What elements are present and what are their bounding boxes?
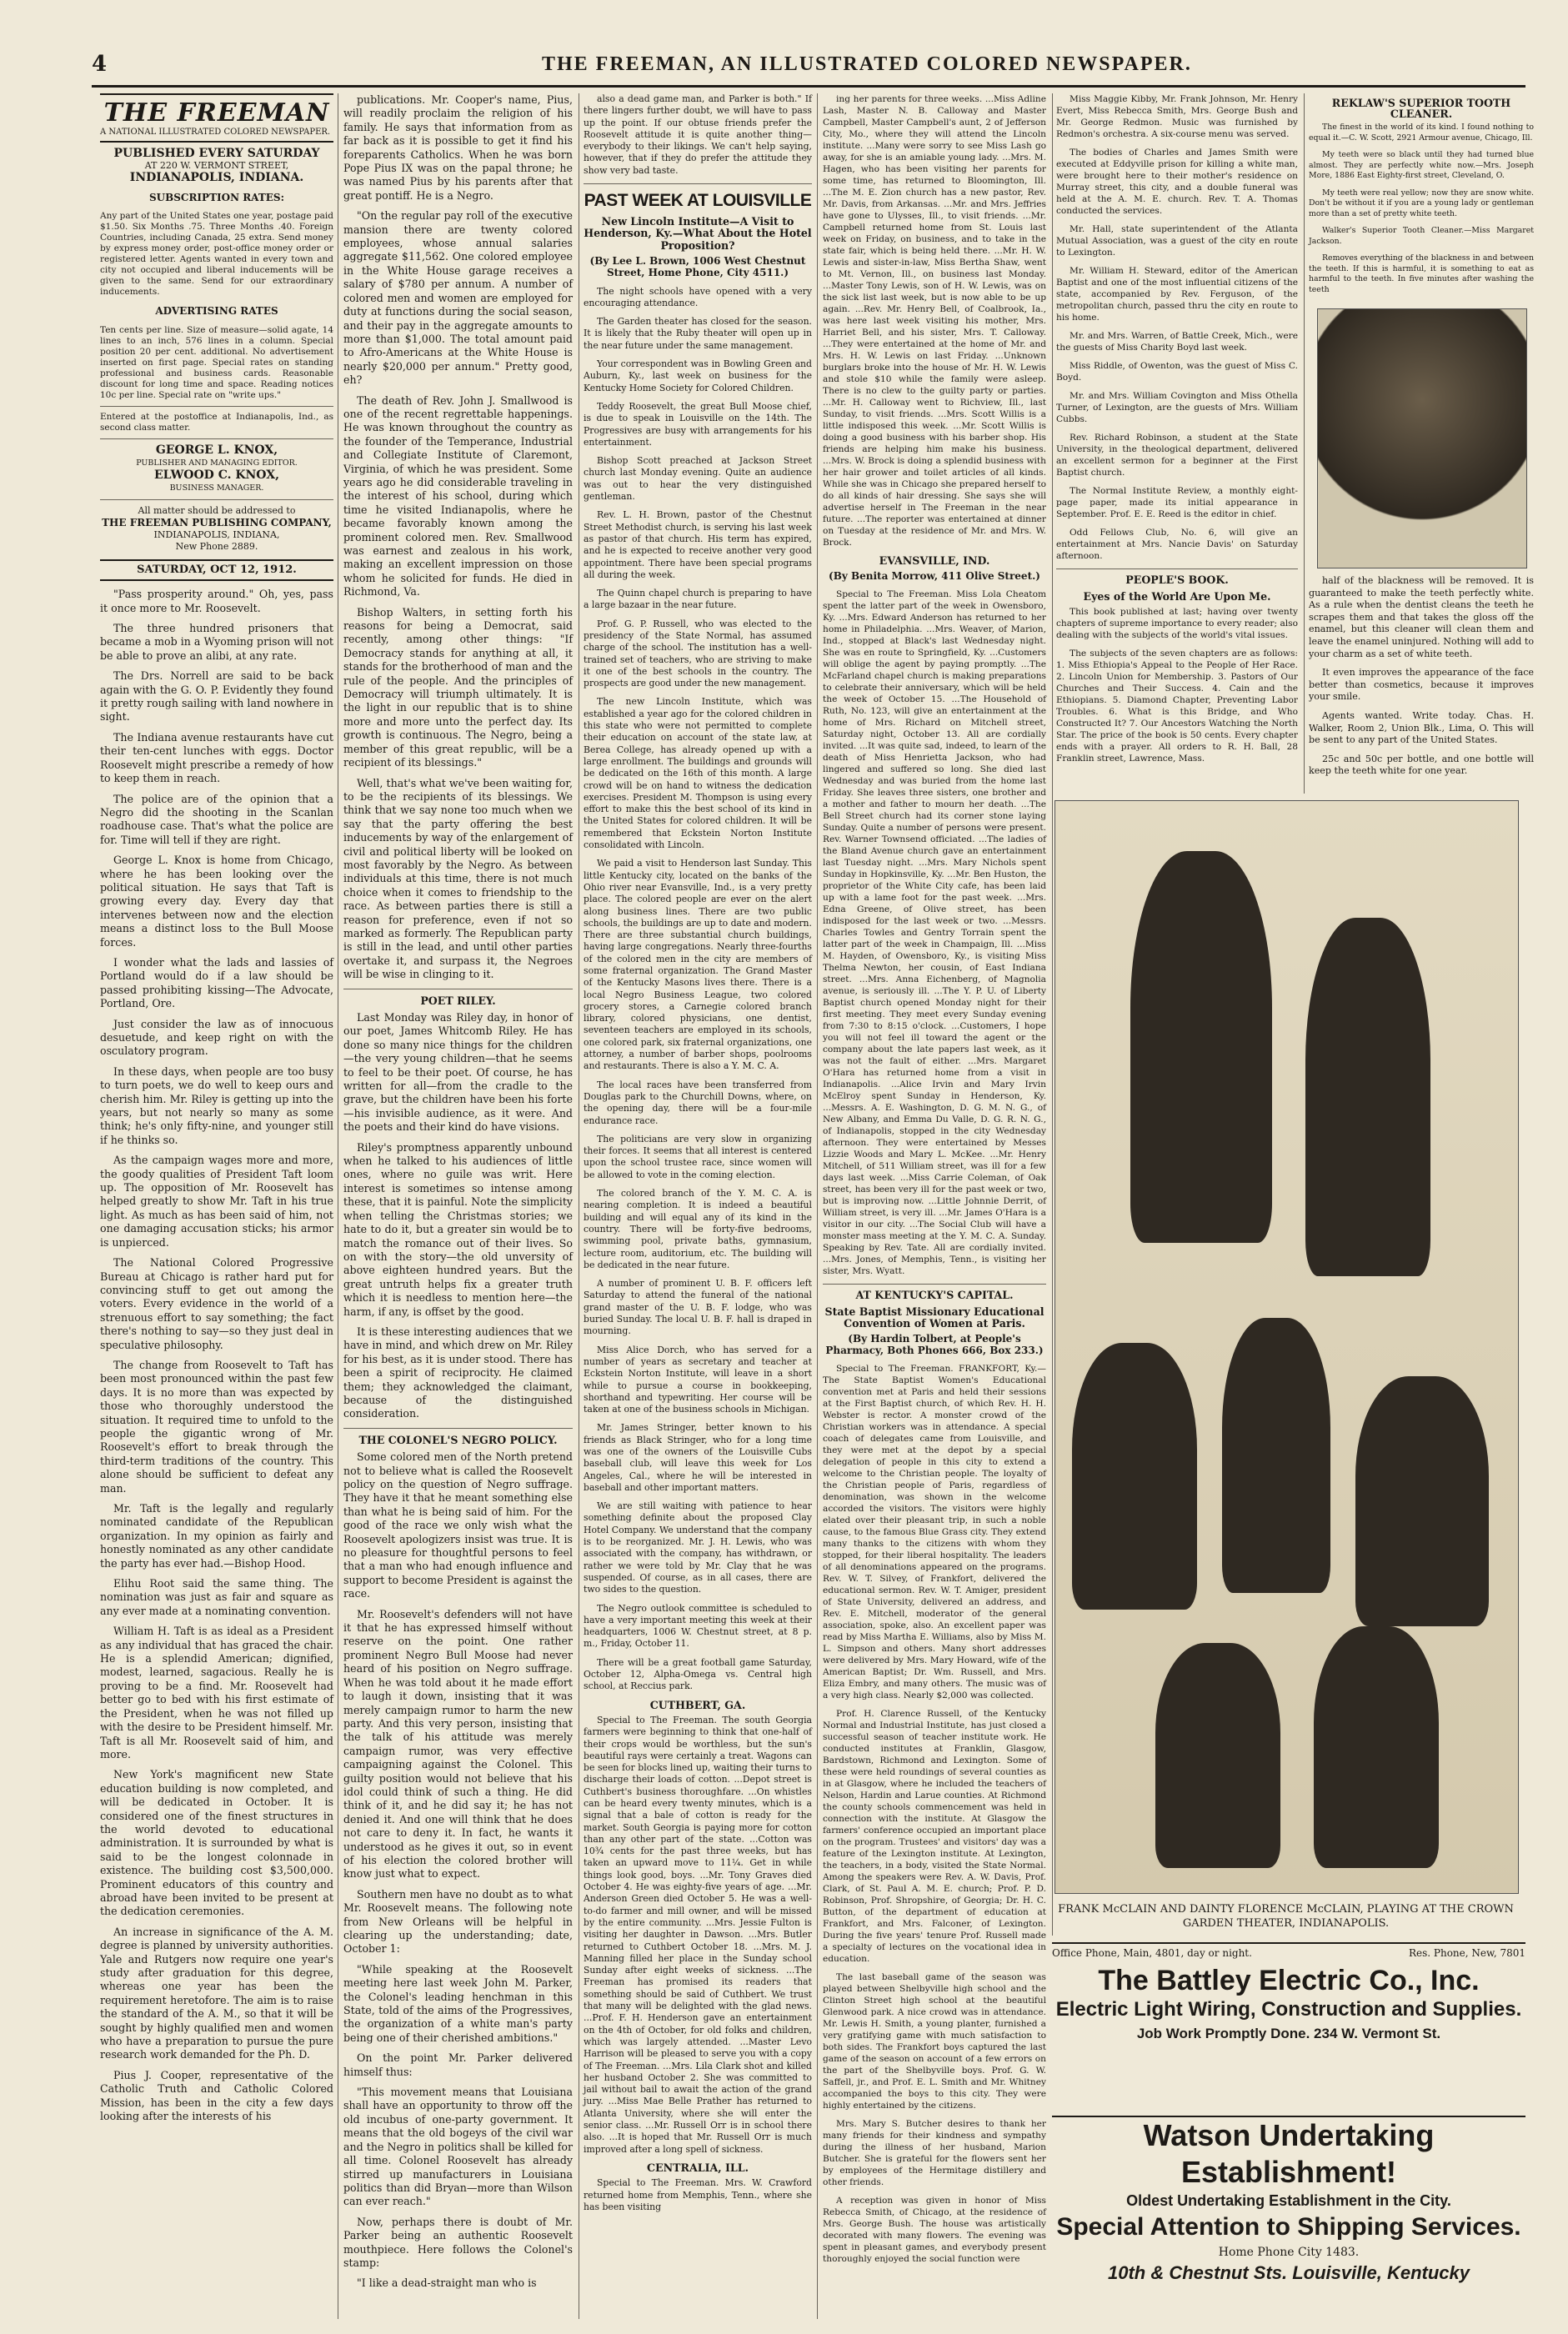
kentucky-continued: [1056, 93, 1298, 562]
mcclain-performers-illustration: [1055, 800, 1519, 1894]
paragraph: The Garden theater has closed for the season. It is likely that the Ruby theater will open up in the near future under the same management.: [584, 316, 812, 351]
paragraph: Mr. William H. Steward, editor of the American Baptist and one of the most influential citizens of the state, accompanied by Rev. Ferguson, of the metropolitan church, passed thru the city en route to his home.: [1056, 266, 1298, 323]
woman-portrait-image: [1317, 308, 1527, 568]
paragraph: Some colored men of the North pretend not to believe what is called the Roosevelt policy on the question of Negro suffrage. They have it that he meant something else than what he is being said of him. For the good of the race we only wish what the Roosevelt apologizers insist was true. It is no pleasure for thoughtful persons to feel that a man who had enough influence and support to become President is against the race.: [343, 1450, 573, 1600]
paragraph: It is these interesting audiences that we have in mind, and which drew on Mr. Riley for his best, as it is under stood. There has been a spirit of reciprocity. He claimed them; they acknowledged the claimant, because of the distinguished consideration.: [343, 1325, 573, 1420]
peoples-book-subhead: Eyes of the World Are Upon Me.: [1083, 590, 1271, 603]
louisville-byline: (By Lee L. Brown, 1006 West Chestnut Street, Home Phone, City 4511.): [589, 254, 806, 279]
published-city: INDIANAPOLIS, INDIANA.: [129, 171, 304, 184]
paragraph: The bodies of Charles and James Smith were executed at Eddyville prison for killing a white man, were brought here to their mother's residence on Murray street, this city, and a double funeral was held at the A. M. E. church. Rev. T. A. Thomas conducted the services.: [1056, 148, 1298, 216]
paragraph: We paid a visit to Henderson last Sunday. This little Kentucky city, located on the banks of the Ohio river near Evansville, Ind., is a very pretty place. The colored people are ever on the alert along business lines. There are two public schools, the buildings are up to date and modern. There are three substantial church buildings, having large congregations. Nearly three-fourths of the colored men in the city are members of some fraternal organization. The Grand Master of the Kentucky Masons lives there. There is a local Negro Business League, two colored grocery stores, a Carnegie colored branch library, colored physicians, one dentist, seventeen teachers are employed in its schools, one colored park, six fraternal organizations, one attorney, a number of barber shops, poolrooms and restaurants. There is also a Y. M. C. A.: [584, 858, 812, 1072]
paragraph: The death of Rev. John J. Smallwood is one of the recent regrettable happenings. He was known throughout the country as the founder of the Temperance, Industrial and Collegiate Institute of Claremont, Virginia, of which he was president. Some years ago he did considerable traveling in the interest of his school, during which time he visited Indianapolis, where he became favorably known among the prominent colored men. Rev. Smallwood was earnest and zealous in his work, making an excellent impression on those whom he solicited for funds. He died in Richmond, Va.: [343, 393, 573, 599]
paragraph: Well, that's what we've been waiting for, to be the recipients of its blessings. We think that we say none too much when we say that the party offering the best inducements by way of the enlargement of civil and political liberty will be looked on most favorably by the Negro. As between individuals at this time, there is not much choice when it comes to friendship to the race. As between parties there is still a reason for preference, even if not so marked as formerly. The Republican party is still in the lead, and until other parties overtake it, and surpass it, the Negroes will be wise in clinging to it.: [343, 776, 573, 981]
paragraph: Your correspondent was in Bowling Green and Auburn, Ky., last week on business for the Kentucky Home Society for Colored Children.: [584, 358, 812, 393]
policy-continued: [584, 93, 812, 177]
header-rule: [92, 85, 1525, 88]
figure-silhouette: [1222, 1318, 1330, 1593]
paragraph: Miss Riddle, of Owenton, was the guest of Miss C. Boyd.: [1056, 361, 1298, 383]
paragraph: The colored branch of the Y. M. C. A. is nearing completion. It is indeed a beautiful building and will equal any of its kind in the country. There will be forty-five bedrooms, swimming pool, private baths, gymnasium, lecture room, auditorium, etc. The building will be dedicated in the near future.: [584, 1188, 812, 1270]
louisville-subhead: New Lincoln Institute—A Visit to Henderson, Ky.—What About the Hotel Proposition?: [584, 215, 812, 252]
page-header: [92, 48, 1525, 82]
entered-notice: Entered at the postoffice at Indianapolis, Ind., as second class matter.: [100, 411, 333, 433]
paragraph: The Quinn chapel church is preparing to have a large bazaar in the near future.: [584, 588, 812, 611]
tooth-cleaner-testimonials: [1309, 123, 1534, 295]
rule: [100, 499, 333, 500]
paragraph: Special to The Freeman. FRANKFORT, Ky.—The State Baptist Women's Educational convention met at Paris and held their sessions at the First Baptist church, of which Rev. H. H. Webster is rector. A monster crowd of the Christian workers was in attendance. A special coach of delegates came from Louisville, and they were met at the depot by a special delegation of people in this city to extend a welcome to the Christian people. The loyalty of the Christian people of Paris, regardless of denomination, was shown in the welcome accorded the visitors. The visitors were highly elated over their pleasant trip, in such a noble cause, to the famous Blue Grass city. They extend many thanks to the citizens with whom they stopped, for their liberal hospitality. The leaders of all denominations appeared on the programs. Rev. W. T. Silvey, of Frankfort, delivered the educational sermon. Rev. W. T. Amiger, president of State University, delivered an address, and Rev. E. Mitchell, moderator of the general association, spoke, also. An excellent paper was read by Miss Martha E. Williams, also by Miss M. L. Simpson and others. Many short addresses were delivered by Mrs. Mary Howard, wife of the American Baptist; Dr. Wm. Russell, and Mrs. Eliza Embry, and many others. The music was of a very high class. Nearly $2,000 was collected.: [823, 1364, 1046, 1700]
paragraph: "I like a dead-straight man who is: [357, 2276, 537, 2290]
poet-riley-heading: POET RILEY.: [420, 994, 496, 1007]
paragraph: Pius J. Cooper, representative of the Catholic Truth and Catholic Colored Mission, has been in the city a few days looking after the interests of his: [100, 2068, 333, 2123]
residence-phone: Res. Phone, New, 7801: [1408, 1947, 1525, 1959]
paragraph: Special to The Freeman. Miss Lola Cheatom spent the latter part of the week in Owensboro, Ky. ...Mrs. Edward Anderson has returned to her home in Philadelphia. ...Mrs. Weaver, of Marion, Ind., stopped at Black's last Wednesday night. She was en route to Springfield, Ky. ...Customers will oblige the agent by paying promptly. ...The McFarland chapel church is making preparations to celebrate their anniversary, which will be held the week of October 15. ...The Household of Ruth, No. 123, will give an entertainment at the home of Mrs. Richard on Mitchell street, Saturday night, October 13. All are cordially invited. ...It was quite sad, indeed, to learn of the death of Miss Henrietta Jackson, who had lingered and suffered so long. She died last Wednesday and was buried from the home last Friday. She leaves three sisters, one brother and a mother and father to mourn her death. ...The Bell Street church had its corner stone laying Sunday. Quite a number of persons were present. Rev. Warner Townsend officiated. ...The ladies of the Bland Avenue church gave an entertainment last Tuesday night. ...Mrs. Mary Nichols spent Sunday in Hopkinsville, Ky. ...Mr. Ben Huston, the proprietor of the White City cafe, has been laid up with a lame foot for the past week. ...Mrs. Edna Greene, of Olive street, has been indisposed for the last week or two. ...Messrs. Charles Towles and Gentry Torrain spent the latter part of the week in Champaign, Ill. ...Miss M. Hayden, of Owensboro, Ky., is visiting Miss Thelma Newton, her cousin, of East Indiana street. ...Mrs. Anna Eichenberg, of Magnolia avenue, is seriously ill. ...The Y. P. U. of Liberty Baptist church opened Monday night for their first meeting. They meet every Sunday evening from 7:30 to 8:15 o'clock. ...Customers, I hope you will not feel ill toward the agent or the company about the late papers last week, as it was not the fault of either. ...Mrs. Margaret O'Hara has returned home from a visit in Indianapolis. ...Alice Irvin and Mary Irvin McElroy spent Sunday in Henderson, Ky. ...Messrs. A. E. Washington, D. G. M. N. G., of New Albany, and Emma Du Valle, D. G. R. N. G., of Indianapolis, stopped in the city Wednesday afternoon. They were entertained by Messes Lizzie Woods and Mary L. McKee. ...Mr. Henry Mitchell, of 511 William street, was ill for a few days last week. ...Miss Carrie Coleman, of Oak street, has been very ill for the past week or two, but is improving now. ...Little Johnnie Derrit, of William street, is very ill. ...Mr. James O'Hara is a visitor in our city. ...The Social Club will have a monster mass meeting at the Y. M. C. A. Sunday. Speaking by Rev. Tate. All are cordially invited. ...Mrs. Jones, of Memphis, Tenn., is visiting her sister, Mrs. Wyatt.: [823, 589, 1046, 1276]
paragraph: Bishop Scott preached at Jackson Street church last Monday evening. Quite an audience was out to hear the very distinguished gentleman.: [584, 455, 812, 503]
battley-footer: Job Work Promptly Done. 234 W. Vermont St.: [1136, 2026, 1441, 2041]
rule: [823, 1284, 1046, 1285]
rule: [1056, 568, 1298, 569]
figure-silhouette: [1155, 1643, 1280, 1868]
subscription-rates: Any part of the United States one year, postage paid $1.50. Six Months .75. Three Months .40. Foreign Countries, including Canada, 25 extra. Send money by express money order, post-office money order or registered letter. Agents wanted in every town and city not occupied and liberal inducements will be given to the same. Send for our extraordinary inducements.: [100, 211, 333, 298]
paragraph: Southern men have no doubt as to what Mr. Roosevelt means. The following note from New Orleans will be helpful in clearing up the understanding; date, October 1:: [343, 1887, 573, 1956]
column-3: [584, 93, 812, 2220]
watson-undertaking-ad: [1052, 2116, 1525, 2326]
page-number: 4: [92, 52, 108, 77]
battley-electric-ad: [1052, 1942, 1525, 2111]
paragraph: Last Monday was Riley day, in honor of our poet, James Whitcomb Riley. He has done so many nice things for the children—the very young children—that he seems to feel to be their poet. Of course, he has written for all—from the cradle to the grave, but the children have been his forte—his invisible audience, as it were. And the poets and their kind do have visions.: [343, 1011, 573, 1134]
watson-title: Watson Undertaking Establishment!: [1143, 2118, 1435, 2189]
paragraph: As the campaign wages more and more, the goody qualities of President Taft loom up. The opposition of Mr. Roosevelt has helped greatly to show Mr. Taft in his true light. As much as has been said of him, not one damaging accusation sticks; his armor is unpierced.: [100, 1154, 333, 1249]
paragraph: In these days, when people are too busy to turn poets, we do well to keep ours and cherish him. Mr. Riley is getting up into the years, but not nearly so many as some think; he's only fifty-nine, and younger still if he thinks so.: [100, 1064, 333, 1146]
paragraph: There will be a great football game Saturday, October 12, Alpha-Omega vs. Central high school, at Reccius park.: [584, 1656, 812, 1692]
figure-silhouette: [1130, 851, 1272, 1243]
editorial-paragraphs: [100, 588, 333, 2123]
paragraph: Mr. and Mrs. William Covington and Miss Othella Turner, of Lexington, are the guests of Mrs. William Cubbs.: [1056, 391, 1298, 424]
advertising-heading: ADVERTISING RATES: [155, 305, 278, 318]
paragraph: On the point Mr. Parker delivered himself thus:: [343, 2051, 573, 2078]
kentucky-heading: AT KENTUCKY'S CAPITAL.: [855, 1289, 1014, 1301]
kentucky-article: [823, 1363, 1046, 2265]
paragraph: My teeth were real yellow; now they are snow white. Don't be without it if you are a young lady or gentleman more than a set of pretty white teeth.: [1309, 188, 1534, 218]
paragraph: publications. Mr. Cooper's name, Pius, will readily proclaim the religion of his family. He says that information from as far back as it is possible to get it find his foreparents Catholics. When he was born Pope Pius IX was on the papal throne; he was named Pius by his parents after that great pontiff. He is a Negro.: [343, 93, 573, 202]
evansville-byline: (By Benita Morrow, 411 Olive Street.): [829, 570, 1040, 582]
cuthbert-article: [584, 1715, 812, 2156]
paragraph: The night schools have opened with a very encouraging attendance.: [584, 285, 812, 308]
paragraph: Agents wanted. Write today. Chas. H. Walker, Room 2, Union Blk., Lima, O. This will be sent to any part of the United States.: [1309, 709, 1534, 746]
paragraph: The last baseball game of the season was played between Shelbyville high school and the Clinton Street high school at the beautiful Glenwood park. A nice crowd was in attendance. Mr. Lewis H. Smith, a young planter, furnished a very gratifying game with much satisfaction to both sides. The Frankfort boys captured the last game of the season on account of a few errors on the part of the Shelbyville boys. Prof. G. W. Saffell, jr., and Prof. E. L. Smith and Mr. Whitney accompanied the boys to this city. They were highly entertained by the citizens.: [823, 1972, 1046, 2111]
watson-phone: Home Phone City 1483.: [1218, 2246, 1360, 2259]
paragraph: Removes everything of the blackness in and between the teeth. If this is harmful, it is something to eat as harmful to the teeth. In five minutes after washing the teeth: [1309, 253, 1534, 294]
publication-info: [100, 148, 333, 184]
address-note: All matter should be addressed to: [138, 504, 296, 516]
colonels-policy-article: [343, 1450, 573, 2291]
paragraph: Mrs. Mary S. Butcher desires to thank her many friends for their kindness and sympathy during the illness of her husband, Marion Butcher. She is grateful for the flowers sent her by employees of the Hermitage distillery and other friends.: [823, 2119, 1046, 2187]
louisville-headline: PAST WEEK AT LOUISVILLE: [584, 191, 812, 211]
paragraph: Miss Alice Dorch, who has served for a number of years as secretary and teacher at Eckstein Norton Institute, will leave in a short while to pursue a course in bookkeeping, shorthand and typewriting. Her course will be taken at one of the business schools in Michigan.: [584, 1344, 812, 1415]
paragraph: half of the blackness will be removed. It is guaranteed to make the teeth perfectly white. As a rule when the dentist cleans the teeth he scrapes them and that takes the gloss off the enamel, but this cleaner will clean them and leave the enamel uninjured. Nothing will add to your charm as a set of white teeth.: [1309, 575, 1534, 659]
paragraph: Teddy Roosevelt, the great Bull Moose chief, is due to speak in Louisville on the 14th. The Progressives are busy with arrangements for his entertainment.: [584, 400, 812, 448]
paragraph: It even improves the appearance of the face better than cosmetics, because it improves your smile.: [1309, 667, 1534, 703]
paragraph: The National Colored Progressive Bureau at Chicago is rather hard put for convincing stuff to get out among the voters. Every evidence in the world of a strenuous effort to say something; the fact there's nothing to say—so they just deal in speculative philosophy.: [100, 1256, 333, 1351]
paragraph: "Pass prosperity around." Oh, yes, pass it once more to Mr. Roosevelt.: [100, 588, 333, 614]
paragraph: ing her parents for three weeks. ...Miss Adline Lash, Master N. B. Calloway and Master Campbell, Master Campbell's aunt, 2 of Jefferson City, Mo., where they will attend the Lincoln institute. ...Many were sorry to see Miss Lash go away, for she is an amiable young lady. ...Mrs. M. Hagen, who has been visiting her parents for some time, has returned to Bloomington, Ill. ...The M. E. Zion church has a new pastor, Rev. Mr. Davis, from Arkansas. ...Mr. and Mrs. Jeffries have gone to Ulysses, Ill., to visit friends. ...Mr. Campbell returned home from St. Louis last week on Friday, on business, and to take in the state fair, which is being held there. ...Mr. H. W. Lewis and sister-in-law, Miss Bertha Shaw, went to Mt. Vernon, Ill., on business last Monday. ...Master Tony Lewis, son of H. W. Lewis, was on the sick list last week, but is now able to be up again. ...Rev. Mr. Henry Bell, of Coalbrook, Ia., was here last week visiting his mother, Mrs. Harriet Bell, and his sister, Mrs. T. Calloway. ...They were entertained at the home of Mr. and Mrs. H. W. Lewis on last Friday. ...Unknown burglars broke into the house of Mr. H. W. Lewis and stole $10 while the family were asleep. There is no clew to the guilty party or parties. ...Mr. H. Calloway went to Richview, Ill., last Sunday, to visit friends. ...Mrs. Scott Willis is a little indisposed this week. ...Mr. Scott Willis is doing a good business with his barber shop. His friends are helping him make his business. ...Mrs. W. Brock is doing a splendid business with her hair grower and toilet articles of all kinds. While she was in Chicago she prepared herself to do all kinds of hair dressing. She says she will advertise herself in The Freeman in the near future. ...The reporter was entertained at dinner on Tuesday at the residence of Mr. and Mrs. W. Brock.: [823, 94, 1046, 548]
issue-date: SATURDAY, OCT 12, 1912.: [100, 559, 333, 581]
column-5: [1056, 93, 1298, 771]
figure-silhouette: [1072, 1343, 1197, 1610]
tooth-cleaner-heading: REKLAW'S SUPERIOR TOOTH CLEANER.: [1331, 97, 1511, 120]
masthead-subtitle: A NATIONAL ILLUSTRATED COLORED NEWSPAPER.: [100, 128, 331, 137]
paragraph: Now, perhaps there is doubt of Mr. Parker being an authentic Roosevelt mouthpiece. Here follows the Colonel's stamp:: [343, 2215, 573, 2269]
figure-silhouette: [1305, 918, 1430, 1276]
manager-name: ELWOOD C. KNOX,: [154, 468, 279, 482]
paragraph: A number of prominent U. B. F. officers left Saturday to attend the funeral of the national grand master of the U. B. F. lodge, who was buried Sunday. The local U. B. F. hall is draped in mourning.: [584, 1278, 812, 1337]
running-masthead: THE FREEMAN, AN ILLUSTRATED COLORED NEWSPAPER.: [542, 53, 1192, 75]
address-box: [100, 505, 333, 553]
editorial-continued: [343, 93, 573, 982]
paragraph: The change from Roosevelt to Taft has been most pronounced within the past few days. It is no more than was expected by those who thoroughly understood the situation. It required time to unfold to the people the gigantic wrong of Mr. Roosevelt's effort to break through the third-term traditions of the country. This alone should be sufficient to defeat any man.: [100, 1358, 333, 1495]
ad-phones: [1052, 1947, 1525, 1959]
paragraph: Mr. and Mrs. Warren, of Battle Creek, Mich., were the guests of Miss Charity Boyd last week.: [1056, 331, 1298, 353]
paragraph: William H. Taft is as ideal as a President as any individual that has graced the chair. He is a splendid American; dignified, modest, learned, sagacious. Really he is proving to be a find. Mr. Roosevelt had better go to bed with his first estimate of the President, when he was not filled up with the desire to be President himself. Mr. Taft is all Mr. Roosevelt said of him, and more.: [100, 1625, 333, 1761]
paragraph: The subjects of the seven chapters are as follows: 1. Miss Ethiopia's Appeal to the People of Her Race. 2. Lincoln Union for Membership. 3. Pastors of Our Churches and Their Success. 4. Cain and the Ethiopians. 5. Diamond Chapter, Preventing Labor Troubles. 6. What is this Bridge, and Who Constructed It? 7. Our Ancestors Watching the North Star. The price of the book is 50 cents. Every chapter ends with a prayer. All orders to R. H. Ball, 28 Franklin street, Lawrence, Mass.: [1056, 649, 1298, 764]
paragraph: "This movement means that Louisiana shall have an opportunity to throw off the old incubus of one-party government. It means that the old bogeys of the civil war and the Negro in politics shall be killed for all time. Colonel Roosevelt has already stirred up manufacturers in Louisiana politics than did Bryan—more than Wilson can ever reach.": [343, 2086, 573, 2208]
advertising-rates: Ten cents per line. Size of measure—solid agate, 14 lines to an inch, 576 lines in a column. Special position 20 per cent. additional. No advertisement inserted on first page. Special rates on standing professional and business cards. Reasonable discount for long time and space. Reading notices 10c per line. Special rate on "write ups.": [100, 324, 333, 400]
paragraph: Prof. H. Clarence Russell, of the Kentucky Normal and Industrial Institute, has just closed a successful season of teacher institute work. He conducted institutes at Franklin, Glasgow, Bardstown, Richmond and Lexington. Some of these were held roundings of several counties as in at Glasgow, where he included the teachers of Nelson, Hardin and Larue counties. At Richmond the county schools commencement was held in connection with the institute. At Glasgow the farmers' conference occupied an important place on the program. Trustees' and visitors' day was a feature of the Lexington institute. At Lexington, the teachers, in a body, visited the State Normal. Among the speakers were Rev. A. W. Davis, Prof. Clark, of St. Paul A. M. E. church; Prof. P. D. Robinson, Prof. Shropshire, of Georgia; Dr. H. C. Button, of the department of education at Frankfort, and Mrs. Falconer, of Lexington. During the five years' tenure Prof. Russell made a specialty of lectures on the vocational idea in education.: [823, 1709, 1046, 1964]
paragraph: also a dead game man, and Parker is both." If there lingers further doubt, we will have to pass up the point. If our obtuse friends prefer the Roosevelt attitude it is quite another thing—everybody to their likings. We can't help saying, however, that if they do prefer the attitude they show very bad taste.: [584, 93, 812, 176]
published-line: PUBLISHED EVERY SATURDAY: [113, 147, 320, 160]
paragraph: "On the regular pay roll of the executive mansion there are twenty colored employees, whose annual salaries aggregate $11,562. One colored employee in the White House garage receives a salary of $780 per annum. A number of colored men and women are employed for duty at functions during the social season, and their pay in the aggregate amounts to more than $1,000. The total amount paid to Afro-Americans at the White House is nearly $20,000 per annum." Pretty good, eh?: [343, 209, 573, 387]
paragraph: This book published at last; having over twenty chapters of supreme importance to every reader; also dealing with the subjects of the world's vital issues.: [1056, 607, 1298, 640]
paragraph: We are still waiting with patience to hear something definite about the proposed Clay Hotel Company. We understand that the company is to be reorganized. Mr. J. H. Lewis, who was associated with the company, has withdrawn, or rather we were told by Mr. Clay that he was suspended. Of course, as in all cases, there are two sides to the question.: [584, 1500, 812, 1595]
paragraph: 25c and 50c per bottle, and one bottle will keep the teeth white for one year.: [1309, 753, 1534, 777]
peoples-book-article: [1056, 606, 1298, 764]
paragraph: My teeth were so black until they had turned blue almost. They are perfectly white now.—Mrs. Joseph More, 1886 East Eighty-first street, Cleveland, O.: [1309, 150, 1534, 180]
paragraph: The Indiana avenue restaurants have cut their ten-cent lunches with eggs. Doctor Roosevelt might prescribe a remedy of how to keep them in reach.: [100, 730, 333, 785]
paragraph: George L. Knox is home from Chicago, where he has been looking over the political situation. He says that Taft is growing every day. Every day that intervenes between now and the election means a distinct loss to the Bull Moose forces.: [100, 854, 333, 949]
illustration-caption: FRANK McCLAIN AND DAINTY FLORENCE McCLAIN, PLAYING AT THE CROWN GARDEN THEATER, INDIANAPOLIS.: [1058, 1903, 1514, 1930]
paragraph: New York's magnificent new State education building is now completed, and will be dedicated in October. It is considered one of the finest structures in the world devoted to educational administration. It is surrounded by what is said to be the longest colonnade in existence. The building cost $3,500,000. Prominent educators of this country and abroad have been invited to be present at the dedication ceremonies.: [100, 1768, 333, 1918]
tooth-cleaner-body: [1309, 575, 1534, 778]
tooth-cleaner-continued: [1309, 575, 1534, 784]
kentucky-subhead: State Baptist Missionary Educational Convention of Women at Paris.: [824, 1305, 1044, 1330]
paragraph: Rev. Richard Robinson, a student at the State University, in the theological department, delivered an excellent sermon for a beginner at the First Baptist church.: [1056, 433, 1298, 478]
peoples-book-heading: PEOPLE'S BOOK.: [1125, 573, 1229, 586]
watson-address: 10th & Chestnut Sts. Louisville, Kentucky: [1108, 2262, 1470, 2283]
published-address: AT 220 W. VERMONT STREET,: [144, 160, 289, 171]
publisher-name: GEORGE L. KNOX,: [155, 443, 278, 457]
rule: [343, 1428, 573, 1429]
office-phone: Office Phone, Main, 4801, day or night.: [1052, 1947, 1252, 1959]
paragraph: Rev. L. H. Brown, pastor of the Chestnut Street Methodist church, is serving his last week as pastor of that church. His term has expired, and he is expected to receive another very good appointment. There have been special programs all during the week.: [584, 509, 812, 580]
paragraph: Mr. Hall, state superintendent of the Atlanta Mutual Association, was a guest of the city en route to Lexington.: [1056, 224, 1298, 258]
rule: [100, 438, 333, 439]
paragraph: Elihu Root said the same thing. The nomination was just as fair and square as any ever made at a nominating convention.: [100, 1577, 333, 1617]
paragraph: Mr. James Stringer, better known to his friends as Black Stringer, who for a long time was one of the owners of the Louisville Cubs baseball club, will leave this week for Los Angeles, Cal., where he will be interested in baseball and other important matters.: [584, 1422, 812, 1493]
column-4: [823, 93, 1046, 2271]
paragraph: Riley's promptness apparently unbound when he talked to his audiences of little ones, where no guile was writ. Here interest is sometimes so intense among these, that it is painful. Note the simplicity when telling the Christmas stories; we hate to do it, but a greater sin would be to match the romance out of their lives. So on with the story—the old unversity of above eighteen hundred years. But the great untruth helps fix a greater truth which it is needless to mention here—the harm, if any, is offset by the good.: [343, 1140, 573, 1318]
battley-title: The Battley Electric Co., Inc.: [1098, 1965, 1480, 1996]
paragraph: An increase in significance of the A. M. degree is planned by university authorities. Yale and Rutgers now require one year's study after graduation for this degree, whereas one year has been the requirement heretofore. The aim is to raise the standard of the A. M., so that it will be sought by highly qualified men and women who have a preparation to pursue the pure research work demanded for the Ph. D.: [100, 1925, 333, 2061]
colonels-policy-heading: THE COLONEL'S NEGRO POLICY.: [358, 1433, 558, 1446]
paragraph: Miss Maggie Kibby, Mr. Frank Johnson, Mr. Henry Evert, Miss Rebecca Smith, Mrs. George Bush and Mr. George Redmon. Music was furnished by Redmon's orchestra. A six-course menu was served.: [1056, 94, 1298, 139]
rule: [584, 183, 812, 184]
watson-subtitle: Oldest Undertaking Establishment in the City.: [1126, 2192, 1451, 2209]
louisville-article: [584, 286, 812, 1693]
column-1: [100, 93, 333, 2130]
figure-silhouette: [1355, 1376, 1489, 1626]
paragraph: The Drs. Norrell are said to be back again with the G. O. P. Evidently they found it pretty rough sailing with land nowhere in sight.: [100, 669, 333, 724]
poet-riley-article: [343, 1011, 573, 1421]
paragraph: Bishop Walters, in setting forth his reasons for being a Democrat, said recently, among other things: "If Democracy stands for anything at all, it stands for the brotherhood of man and the rule of the people. And the principles of Democracy will triumph ultimately. It is the light in our republic that is to shine more and more unto the perfect day. Its growth is continuous. The Negro, being a member of this great republic, will be a recipient of its blessings.": [343, 605, 573, 769]
column-divider: [817, 93, 818, 2319]
watson-shipping: Special Attention to Shipping Services.: [1056, 2213, 1521, 2241]
paragraph: Odd Fellows Club, No. 6, will give an entertainment at Mrs. Nancie Davis' on Saturday afternoon.: [1056, 528, 1298, 561]
paragraph: The Negro outlook committee is scheduled to have a very important meeting this week at their headquarters, 1006 W. Chestnut street, at 8 p. m., Friday, October 11.: [584, 1602, 812, 1650]
centralia-heading: CENTRALIA, ILL.: [646, 2161, 749, 2174]
company-name: THE FREEMAN PUBLISHING COMPANY,: [102, 516, 332, 528]
paragraph: The Normal Institute Review, a monthly eight-page paper, made its initial appearance in September. Prof. E. E. Reed is the editor in chief.: [1056, 486, 1298, 519]
paragraph: Special to The Freeman. Mrs. W. Crawford returned home from Memphis, Tenn., where she has been visiting: [584, 2177, 812, 2212]
column-6: [1309, 93, 1534, 302]
evansville-heading: EVANSVILLE, IND.: [879, 554, 990, 567]
paragraph: The politicians are very slow in organizing their forces. It seems that all interest is centered upon the school trustee race, since women will be allowed to vote in the coming election.: [584, 1133, 812, 1180]
paragraph: The police are of the opinion that a Negro did the shooting in the Scanlan roadhouse case. That's what the police are for. Time will tell if they are right.: [100, 792, 333, 846]
paragraph: Special to The Freeman. The south Georgia farmers were beginning to think that one-half of their crops would be worthless, but the sun's beautiful rays were certainly a treat. Wagons can be seen for blocks lined up, waiting their turns to discharge their loads of cotton. ...Depot street is Cuthbert's business thoroughfare. ...On whistles can be heard every twenty minutes, which is a signal that a bale of cotton is ready for the market. South Georgia is paying more for cotton than any other part of the state. ...Cotton was 10¾ cents for the past three weeks, but has taken an upward move to 11¼. Get in while things look good, boys. ...Mr. Tony Graves died October 4. He was eighty-five years of age. ...Mr. Anderson Green died October 5. He was a well-to-do farmer and mill owner, and will be missed by the entire community. ...Mrs. Jessie Fulton is visiting her daughter in Dawson. ...Mrs. Butler returned to Cuthbert October 18. ...Mrs. M. J. Manning filled her place in the Sunday school Sunday after eight weeks of sickness. ...The Freeman has promised its readers that something should be said of Cuthbert. We trust that many will be delighted with the glad news. ...Prof. F. H. Henderson gave an entertainment on the 4th of October, for old folks and children, which was largely attended. ...Master Levo Harrison will be pleased to serve you with a copy of The Freeman. ...Mrs. Lila Clark shot and killed her husband October 2. She was committed to jail without bail to await the action of the grand jury. ...Miss Mae Belle Prather has returned to Atlanta University, where she will enter the senior class. ...Mr. Russell Orr is in school there also. ...It is hoped that Mr. Russell Orr is much improved after a long spell of sickness.: [584, 1714, 812, 2155]
column-2: [343, 93, 573, 2297]
paragraph: Walker's Superior Tooth Cleaner.—Miss Margaret Jackson.: [1309, 226, 1534, 246]
masthead-title: THE FREEMAN: [103, 98, 330, 128]
centralia-continued: [823, 93, 1046, 548]
paragraph: The local races have been transferred from Douglas park to the Churchill Downs, where, on the opening day, there will be a four-mile endurance race.: [584, 1079, 812, 1126]
kentucky-byline: (By Hardin Tolbert, at People's Pharmacy, Both Phones 666, Box 233.): [825, 1333, 1044, 1356]
paragraph: The three hundred prisoners that became a mob in a Wyoming prison will not be able to prove an alibi, at any rate.: [100, 622, 333, 662]
paragraph: Prof. G. P. Russell, who was elected to the presidency of the State Normal, has assumed charge of the school. The institution has a well-trained set of teachers, who are striving to make it one of the best schools in the country. The prospects are good under the new management.: [584, 618, 812, 689]
masthead-box: [100, 93, 333, 143]
paragraph: Just consider the law as of innocuous desuetude, and keep right on with the osculatory program.: [100, 1017, 333, 1058]
paragraph: The finest in the world of its kind. I found nothing to equal it.—C. W. Scott, 2921 Armour avenue, Chicago, Ill.: [1309, 123, 1534, 143]
paragraph: Mr. Roosevelt's defenders will not have it that he has expressed himself without reserve on the point. One rather prominent Negro Bull Moose had never heard of his position on Negro suffrage. When he was told about it he made effort to laugh it down, insisting that it was merely campaign rumor to harm the new party. And this very person, insisting that the talk of his attitude was merely campaign rumor, was very effective campaigning against the Colonel. This guilty position would not believe that his idol could think of such a thing. He did think of it, and he did say it; he has not denied it. And one will think that he does not care to deny it. In fact, he wants it understood as he gives it out, so in event of his election the colored brother will know just what to expect.: [343, 1607, 573, 1881]
manager-role: BUSINESS MANAGER.: [169, 483, 264, 493]
publisher-role: PUBLISHER AND MANAGING EDITOR.: [136, 458, 298, 468]
paragraph: I wonder what the lads and lassies of Portland would do if a law should be passed prohibiting kissing—The Advocate, Portland, Ore.: [100, 955, 333, 1010]
paragraph: "While speaking at the Roosevelt meeting here last week John M. Parker, the Colonel's leading henchman in this State, told of the aims of the Progressives, the organization of a white man's party being one of their cherished ambitions.": [343, 1962, 573, 2044]
column-divider: [1052, 93, 1053, 1936]
staff-box: [100, 444, 333, 494]
cuthbert-heading: CUTHBERT, GA.: [649, 1698, 746, 1711]
centralia-article: [584, 2177, 812, 2213]
paragraph: The new Lincoln Institute, which was established a year ago for the colored children in this state who were not permitted to complete their education on account of the state law, at Berea College, has already opened up with a large enrollment. The buildings and grounds will be dedicated on the 16th of this month. A large crowd will be on hand to witness the dedication exercises. President M. Thompson is using every effort to make this the best school of its kind in the United States for colored children. It will be remembered that Eckstein Norton Institute consolidated with Lincoln.: [584, 696, 812, 851]
figure-silhouette: [1314, 1626, 1439, 1868]
evansville-article: [823, 589, 1046, 1277]
company-phone: New Phone 2889.: [175, 540, 258, 552]
battley-subtitle: Electric Light Wiring, Construction and Supplies.: [1055, 1998, 1522, 2021]
subscription-heading: SUBSCRIPTION RATES:: [148, 192, 285, 203]
column-divider: [1304, 93, 1305, 794]
paragraph: Mr. Taft is the legally and regularly nominated candidate of the Republican organization. In my opinion as fairly and honestly nominated as any other candidate the party has ever had.—Bishop Hood.: [100, 1502, 333, 1570]
company-city: INDIANAPOLIS, INDIANA,: [153, 528, 280, 540]
rule: [100, 406, 333, 407]
paragraph: A reception was given in honor of Miss Rebecca Smith, of Chicago, at the residence of Mrs. George Bush. The house was artistically decorated with many flowers. The evening was spent in pleasant games, and everybody present thoroughly enjoyed the social function were: [823, 2196, 1046, 2264]
